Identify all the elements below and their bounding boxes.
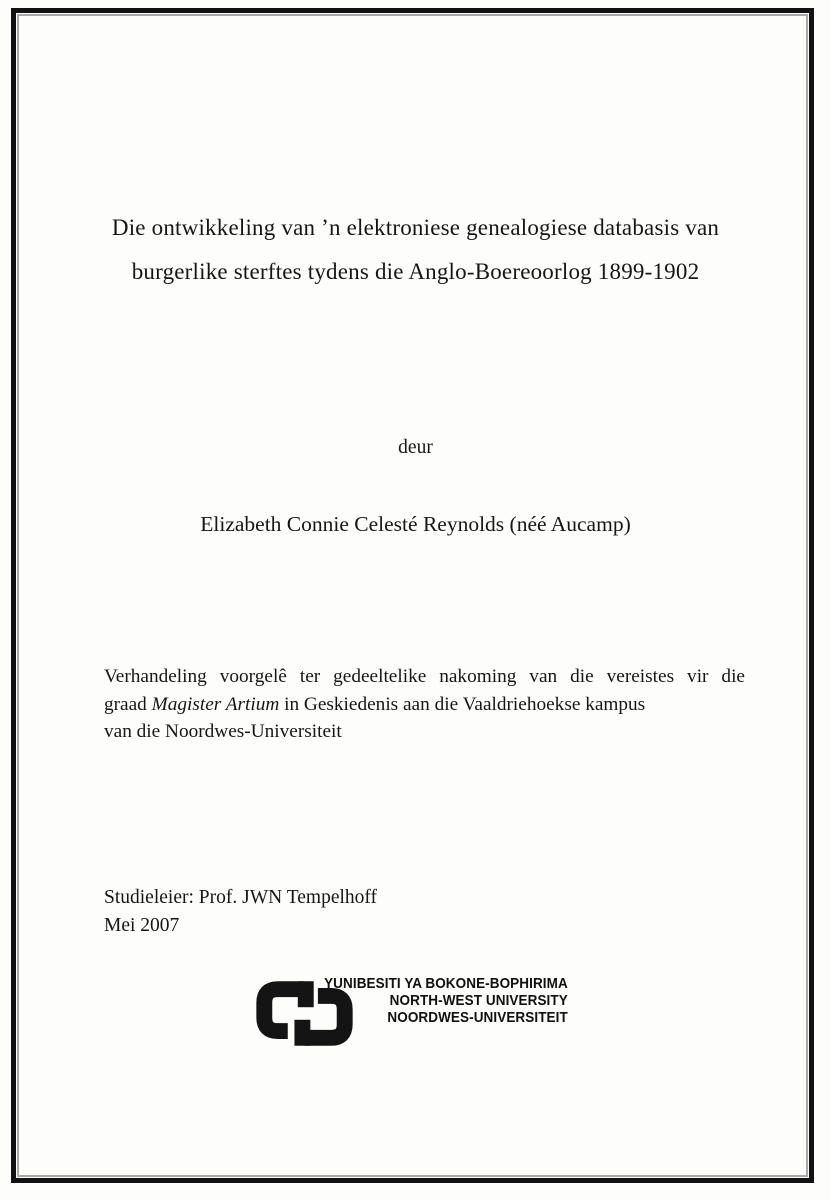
degree-statement-line2-suffix: in Geskiedenis aan die Vaaldriehoekse kampus xyxy=(279,693,646,715)
supervisor-line: Studieleier: Prof. JWN Tempelhoff xyxy=(104,887,378,908)
degree-statement-line2-prefix: graad xyxy=(104,693,152,715)
degree-name-italic: Magister Artium xyxy=(151,693,280,715)
degree-statement-line1: Verhandeling voorgelê ter gedeeltelike nakoming van die vereistes vir die xyxy=(104,666,745,687)
degree-statement xyxy=(104,663,745,746)
logo-text-english: NORTH-WEST UNIVERSITY xyxy=(389,992,568,1009)
degree-statement-line2 xyxy=(104,691,745,719)
thesis-title-line1: Die ontwikkeling van ’n elektroniese genealogiese databasis van xyxy=(111,215,720,240)
supervisor-and-date xyxy=(104,884,377,939)
logo-text-setswana: YUNIBESITI YA BOKONE-BOPHIRIMA xyxy=(324,975,568,992)
degree-statement-line3: van die Noordwes-Universiteit xyxy=(104,721,342,743)
thesis-title-line2: burgerlike sterftes tydens die Anglo-Boereoorlog 1899-1902 xyxy=(131,259,700,284)
author-name: Elizabeth Connie Celesté Reynolds (néé Aucamp) xyxy=(200,512,631,536)
date-line: Mei 2007 xyxy=(104,914,180,936)
university-logo-text xyxy=(324,975,568,1026)
logo-text-afrikaans: NOORDWES-UNIVERSITEIT xyxy=(387,1009,568,1026)
byline-deur: deur xyxy=(398,437,433,458)
thesis-title xyxy=(60,206,771,294)
